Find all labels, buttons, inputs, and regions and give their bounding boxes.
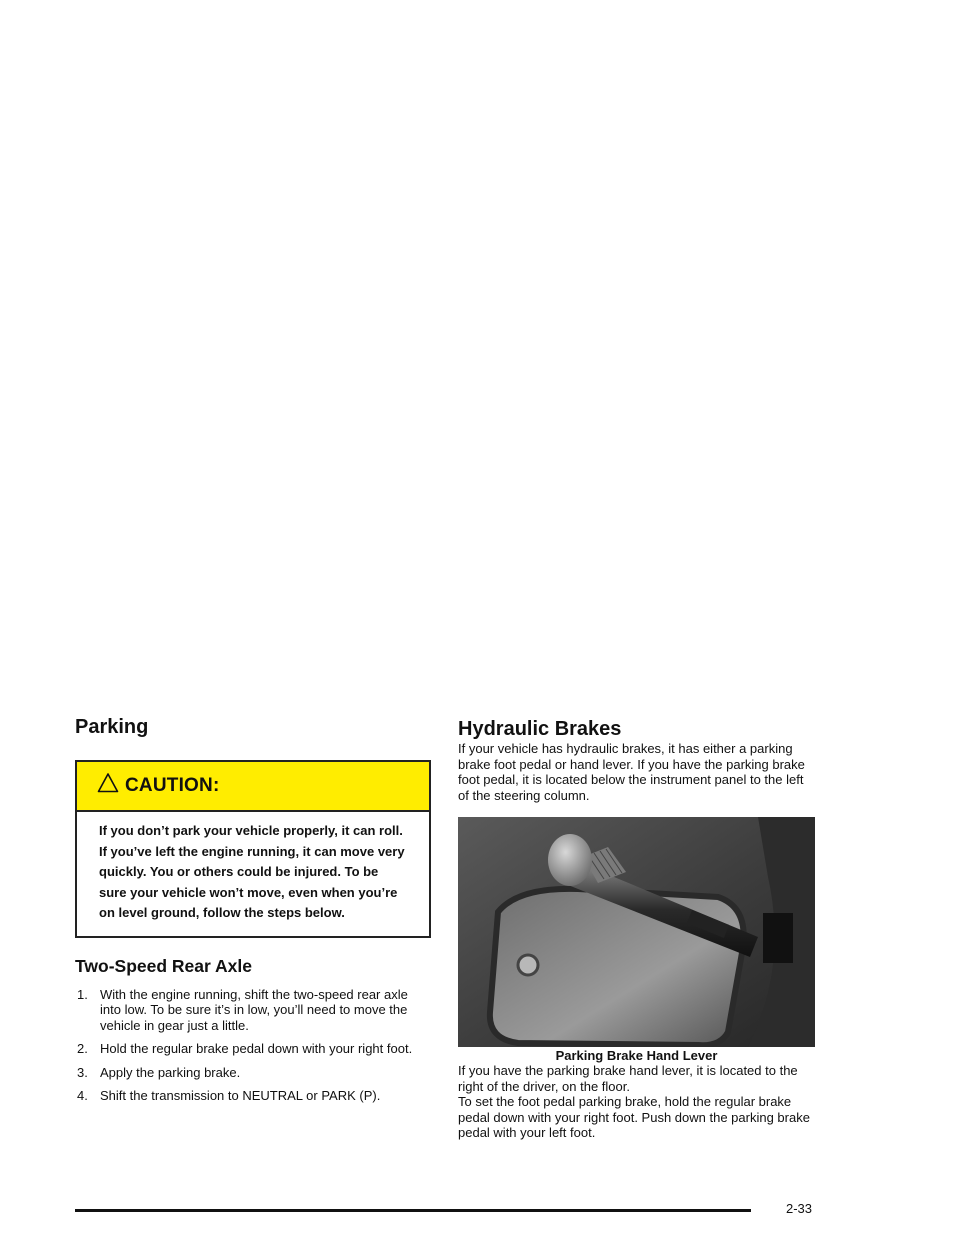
footer-rule <box>75 1209 751 1212</box>
axle-heading: Two-Speed Rear Axle <box>75 955 252 976</box>
list-item <box>75 1041 431 1057</box>
step-number: 2. <box>77 1041 88 1056</box>
photo-caption: Parking Brake Hand Lever <box>555 1048 718 1063</box>
page-number: 2-33 <box>786 1201 813 1216</box>
step-text: With the engine running, shift the two-speed rear axle into low. To be sure it’s in low, you’ll need to move the vehicle in gear just a little. <box>100 986 408 1033</box>
step-number: 3. <box>77 1064 88 1080</box>
caution-header <box>77 762 429 812</box>
step-text: Shift the transmission to NEUTRAL or PARK (P). <box>100 1088 381 1103</box>
caution-box <box>75 760 431 938</box>
left-column <box>75 716 431 1112</box>
axle-steps-list <box>75 987 431 1104</box>
list-item <box>75 1065 431 1081</box>
list-item <box>75 987 431 1034</box>
step-number: 1. <box>77 986 88 1002</box>
step-text: Apply the parking brake. <box>100 1064 241 1080</box>
list-item <box>75 1088 431 1104</box>
hydraulic-intro: If your vehicle has hydraulic brakes, it has either a parking brake foot pedal or hand lever. If you have the parking brake foot pedal, it is located below the instrument panel to the left of the steering column. <box>458 741 805 803</box>
right-column <box>458 718 815 1141</box>
hydraulic-para-3: To set the foot pedal parking brake, hold the regular brake pedal down with your right foot. Push down the parking brake pedal with your left foot. <box>458 1094 810 1140</box>
step-number: 4. <box>77 1088 88 1103</box>
caution-text: If you don’t park your vehicle properly, it can roll. If you’ve left the engine running, it can move very quickly. You or others could be injured. To be sure your vehicle won’t move, even when you’re on level ground, follow the steps below. <box>99 823 405 920</box>
parking-brake-lever-photo <box>458 817 815 1047</box>
caution-title: CAUTION: <box>125 775 220 796</box>
warning-triangle-icon <box>97 772 119 794</box>
hydraulic-para-2: If you have the parking brake hand lever, it is located to the right of the driver, on the floor. <box>458 1063 798 1094</box>
hydraulic-heading: Hydraulic Brakes <box>458 718 622 740</box>
parking-heading: Parking <box>75 716 149 738</box>
step-text: Hold the regular brake pedal down with your right foot. <box>100 1041 413 1056</box>
